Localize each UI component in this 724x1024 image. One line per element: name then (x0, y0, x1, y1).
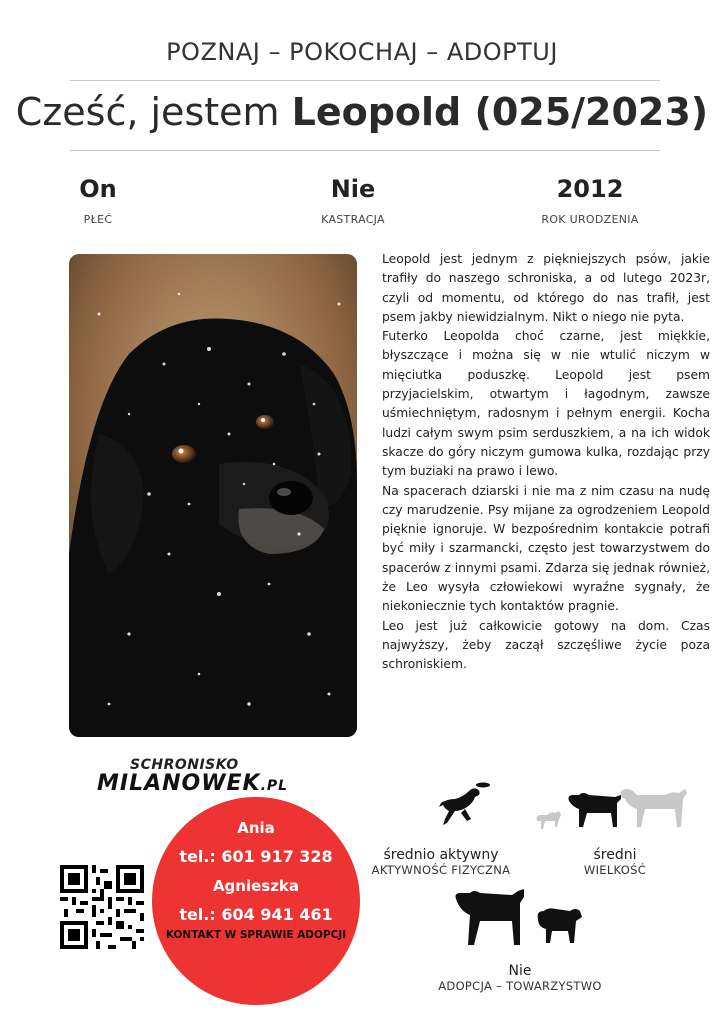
adoption-attribute (420, 963, 620, 993)
page-title (0, 90, 724, 134)
divider-top (70, 80, 660, 81)
contact-name-2: Agnieszka (212, 877, 300, 895)
description-paragraph: Na spacerach dziarski i nie ma z nim czasu na nudę czy marudzenie. Psy mijane za ogrodzeniem Leopold pięknie ignoruje. W bezpośrednim kontakcie potrafi być miły i szarmancki, często jest towarzystwem do spacerów z innymi psami. Zdarza się jednak również, że Leo wysyła człowiekowi wyraźne sygnały, że niekoniecznie tych kontaktów pragnie. (382, 483, 710, 614)
size-value: średni (593, 847, 637, 863)
activity-attribute (362, 847, 520, 877)
divider-bottom (70, 150, 660, 151)
logo-line2: MILANOWEK (97, 771, 261, 796)
dog-photo (69, 254, 357, 737)
dog-jumping-frisbee-icon (437, 779, 495, 837)
activity-label: AKTYWNOŚĆ FIZYCZNA (371, 863, 511, 877)
size-attribute (560, 847, 670, 877)
description-paragraph: Futerko Leopolda choć czarne, jest miękkie, błyszczące i można się w nie wtulić niczym w mięciutka poduszkę. Leopold jest psem przyjacielskim, otwartym i łagodnym, zawsze uśmiechniętym, radosnym i pełnym energii. Kocha ludzi całym swym psim serduszkiem, a na ich widok skacze do góry niczym gumowa kulka, rozdając przy tym buziaki na prawo i lewo. (382, 329, 710, 479)
qr-code-icon[interactable] (60, 865, 144, 949)
stat-birth-year (520, 175, 660, 226)
contact-phone-2[interactable]: tel.: 604 941 461 (179, 905, 333, 924)
stat-birth-year-label: ROK URODZENIA (541, 213, 639, 226)
tagline: POZNAJ – POKOCHAJ – ADOPTUJ (166, 38, 558, 66)
stat-sex-value: On (79, 175, 117, 203)
activity-value: średnio aktywny (383, 847, 499, 863)
contact-phone-1[interactable]: tel.: 601 917 328 (179, 847, 333, 866)
stat-birth-year-value: 2012 (556, 175, 624, 203)
description-paragraph: Leo jest już całkowicie gotowy na dom. Czas najwyższy, żeby zaczął szczęśliwe życie poza schroniskiem. (382, 618, 710, 672)
description-paragraph: Leopold jest jednym z piękniejszych psów, jakie trafiły do naszego schroniska, a od lutego 2023r, czyli od momentu, od którego do nas trafił, jest psem jakby niewidzialnym. Nikt o niego nie pyta. (382, 252, 710, 324)
stat-sex-label: PŁEĆ (83, 213, 113, 226)
stat-sex (58, 175, 138, 226)
dog-name-id: Leopold (025/2023) (291, 90, 709, 134)
greeting-text: Cześć, jestem (15, 90, 292, 134)
dogs-companion-icon (452, 885, 584, 955)
stat-castration (293, 175, 413, 226)
logo-suffix: .PL (260, 778, 289, 794)
shelter-logo (97, 771, 288, 796)
contact-circle (152, 797, 360, 1005)
size-label: WIELKOŚĆ (583, 863, 647, 877)
adoption-label: ADOPCJA – TOWARZYSTWO (438, 979, 602, 993)
adoption-value: Nie (508, 963, 532, 979)
stat-castration-value: Nie (330, 175, 376, 203)
dog-description (382, 250, 710, 675)
logo-line1: SCHRONISKO (130, 757, 239, 773)
dog-sizes-icon (533, 779, 693, 839)
contact-name-1: Ania (237, 819, 275, 837)
contact-note: KONTAKT W SPRAWIE ADOPCJI (165, 929, 347, 941)
stat-castration-label: KASTRACJA (321, 213, 385, 226)
